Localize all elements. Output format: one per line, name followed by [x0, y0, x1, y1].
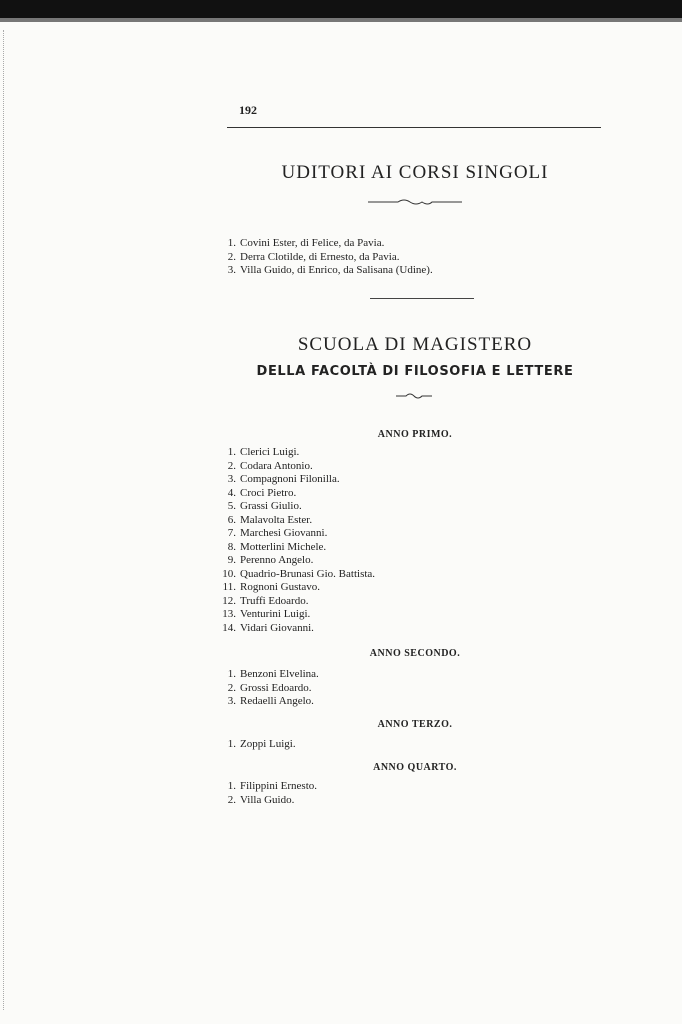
list-item: 1. Benzoni Elvelina. — [227, 668, 319, 680]
list-item: 13. Venturini Luigi. — [222, 608, 311, 620]
list-item: 2. Codara Antonio. — [227, 459, 313, 472]
list-item: 1. Filippini Ernesto. — [227, 780, 317, 792]
list-item: 3. Villa Guido, di Enrico, da Salisana (Udine). — [227, 264, 433, 276]
list-item: 2. Derra Clotilde, di Ernesto, da Pavia. — [227, 250, 400, 263]
list-item: 7. Marchesi Giovanni. — [227, 527, 328, 539]
list-item: 1. Zoppi Luigi. — [227, 738, 296, 750]
anno-quarto-list — [214, 780, 317, 807]
section-subtitle: DELLA FACOLTÀ DI FILOSOFIA E LETTERE — [256, 364, 574, 379]
section-separator — [370, 298, 474, 299]
list-item: 2. Grossi Edoardo. — [227, 681, 312, 694]
list-item: 1. Clerici Luigi. — [227, 446, 300, 458]
list-item: 8. Motterlini Michele. — [227, 540, 327, 553]
anno-primo-list — [214, 446, 375, 635]
list-item: 9. Perenno Angelo. — [227, 554, 314, 566]
scan-left-edge — [3, 30, 6, 1010]
header-rule — [227, 127, 601, 128]
list-item: 6. Malavolta Ester. — [227, 513, 313, 526]
anno-terzo-list — [214, 738, 296, 752]
list-item: 12. Truffi Edoardo. — [222, 594, 309, 607]
section-title-magistero: SCUOLA DI MAGISTERO — [297, 334, 533, 355]
year-heading-quarto: ANNO QUARTO. — [373, 762, 457, 773]
list-item: 11. Rognoni Gustavo. — [222, 581, 321, 593]
list-item: 2. Villa Guido. — [227, 793, 295, 806]
uditori-list — [214, 237, 433, 278]
ornament-divider — [368, 198, 462, 206]
year-heading-secondo: ANNO SECONDO. — [369, 648, 461, 659]
ornament-divider-small — [396, 392, 432, 400]
section-title-uditori: UDITORI AI CORSI SINGOLI — [281, 162, 549, 183]
year-heading-primo: ANNO PRIMO. — [377, 429, 453, 440]
year-heading-terzo: ANNO TERZO. — [377, 719, 453, 730]
list-item: 10. Quadrio-Brunasi Gio. Battista. — [222, 567, 376, 580]
list-item: 1. Covini Ester, di Felice, da Pavia. — [227, 237, 385, 249]
list-item: 4. Croci Pietro. — [227, 486, 297, 499]
list-item: 14. Vidari Giovanni. — [222, 621, 314, 634]
scan-top-shadow — [0, 18, 682, 22]
page-number: 192 — [239, 103, 257, 117]
list-item: 3. Compagnoni Filonilla. — [227, 473, 340, 485]
list-item: 3. Redaelli Angelo. — [227, 695, 314, 707]
list-item: 5. Grassi Giulio. — [227, 500, 302, 512]
anno-secondo-list — [214, 668, 319, 709]
scan-top-edge — [0, 0, 682, 18]
